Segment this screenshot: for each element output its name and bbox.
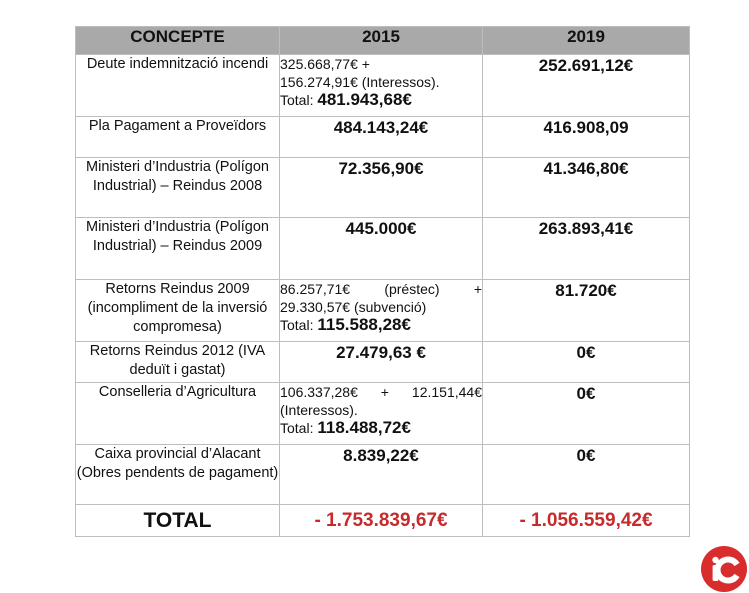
row-2015-cell — [280, 342, 483, 383]
total-row — [76, 505, 690, 537]
row-2015-cell — [280, 280, 483, 342]
table-row — [76, 342, 690, 383]
row-2015-detail: 325.668,77€ + — [280, 56, 370, 72]
brand-logo-icon — [701, 546, 747, 592]
row-2015-value: 72.356,90€ — [338, 159, 424, 178]
row-2019-cell — [483, 383, 690, 445]
row-2015-value: 27.479,63 € — [336, 343, 426, 362]
header-concept: CONCEPTE — [76, 27, 280, 55]
row-concept: Retorns Reindus 2009 (incompliment de la inversió compromesa) — [76, 280, 280, 342]
row-2015-total: 118.488,72€ — [317, 418, 411, 437]
table-row — [76, 117, 690, 158]
row-concept: Pla Pagament a Proveïdors — [76, 117, 280, 158]
row-2019-value: 0€ — [576, 384, 596, 403]
row-2015-detail: (Interessos). — [280, 402, 358, 418]
table-row — [76, 280, 690, 342]
row-2015-detail: 86.257,71€ (préstec) + — [280, 281, 482, 297]
total-label: TOTAL — [76, 505, 280, 537]
table-header-row — [76, 27, 690, 55]
row-2019-cell — [483, 218, 690, 280]
row-2015-total-label: Total: — [280, 317, 318, 333]
table-row — [76, 445, 690, 505]
row-2015-total-label: Total: — [280, 420, 318, 436]
row-2015-cell — [280, 445, 483, 505]
row-2015-cell — [280, 218, 483, 280]
debt-comparison-table — [75, 26, 690, 537]
row-2015-value: 445.000€ — [345, 219, 417, 238]
row-2015-total: 115.588,28€ — [317, 315, 411, 334]
table-row — [76, 218, 690, 280]
row-2019-value: 81.720€ — [555, 281, 617, 300]
table-row — [76, 158, 690, 218]
row-concept: Deute indemnització incendi — [76, 55, 280, 117]
row-2019-cell — [483, 117, 690, 158]
row-2015-total-label: Total: — [280, 92, 318, 108]
row-2015-value: 8.839,22€ — [343, 446, 419, 465]
header-2019: 2019 — [483, 27, 690, 55]
row-2019-value: 0€ — [576, 343, 596, 362]
row-2015-total: 481.943,68€ — [317, 90, 412, 109]
row-2015-detail: 106.337,28€ + 12.151,44€ — [280, 384, 482, 400]
row-2015-value: 484.143,24€ — [333, 118, 429, 137]
total-2015: - 1.753.839,67€ — [280, 505, 483, 537]
row-2019-value: 252.691,12€ — [538, 56, 634, 75]
row-2019-value: 0€ — [576, 446, 596, 465]
row-2019-value: 41.346,80€ — [543, 159, 629, 178]
table-row — [76, 55, 690, 117]
row-2019-cell — [483, 342, 690, 383]
header-2015: 2015 — [280, 27, 483, 55]
row-2019-value: 416.908,09 — [543, 118, 629, 137]
row-2015-detail: 29.330,57€ (subvenció) — [280, 299, 427, 315]
row-concept: Conselleria d’Agricultura — [76, 383, 280, 445]
table-row — [76, 383, 690, 445]
row-2019-cell — [483, 158, 690, 218]
row-concept: Retorns Reindus 2012 (IVA deduït i gastat) — [76, 342, 280, 383]
row-2015-cell — [280, 117, 483, 158]
row-2015-cell — [280, 383, 483, 445]
row-2019-cell — [483, 280, 690, 342]
row-2015-detail: 156.274,91€ (Interessos). — [280, 74, 440, 90]
row-2015-cell — [280, 158, 483, 218]
row-2019-cell — [483, 445, 690, 505]
row-2019-value: 263.893,41€ — [538, 219, 634, 238]
row-concept: Ministeri d’Industria (Polígon Industrial) – Reindus 2009 — [76, 218, 280, 280]
row-2015-cell — [280, 55, 483, 117]
total-2019: - 1.056.559,42€ — [483, 505, 690, 537]
row-concept: Ministeri d’Industria (Polígon Industrial) – Reindus 2008 — [76, 158, 280, 218]
row-2019-cell — [483, 55, 690, 117]
row-concept: Caixa provincial d’Alacant (Obres pendents de pagament) — [76, 445, 280, 505]
